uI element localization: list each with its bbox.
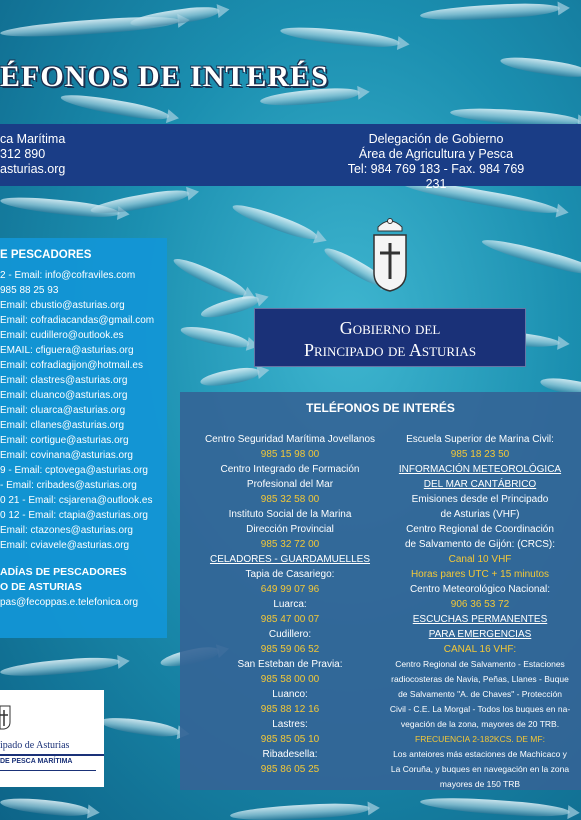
fish-shape — [230, 801, 371, 820]
cofradia-contact: Email: cllanes@asturias.org — [0, 420, 125, 431]
cofradia-contact: 0 12 - Email: ctapia@asturias.org — [0, 510, 148, 521]
contact-label: Dirección Provincial — [246, 524, 334, 535]
phone-number: 985 32 58 00 — [260, 494, 320, 505]
contact-label: Civil - C.E. La Morgal - Todos los buques en na- — [389, 704, 571, 714]
phone-number: 985 18 23 50 — [450, 449, 510, 460]
phone-number: CANAL 16 VHF: — [443, 644, 517, 655]
section-heading: DEL MAR CANTÁBRICO — [423, 479, 537, 490]
panel-left-column — [180, 432, 400, 777]
fish-shape — [420, 1, 561, 22]
contact-label: Ribadesella: — [262, 749, 318, 760]
cofradia-contact: Email: cluarca@asturias.org — [0, 405, 126, 416]
federation-line: ADÍAS DE PESCADORES — [0, 566, 127, 578]
contact-label: La Coruña, y buques en navegación en la zona — [390, 764, 570, 774]
cofradia-contact: Email: cviavele@asturias.org — [0, 540, 130, 551]
contact-label: Centro Regional de Coordinación — [406, 524, 554, 535]
band-left-line: 312 890 — [0, 147, 46, 161]
panel-right-column — [380, 432, 580, 792]
fish-shape — [179, 323, 250, 351]
phone-number: 985 32 72 00 — [260, 539, 320, 550]
contact-label: San Esteban de Pravia: — [237, 659, 343, 670]
phone-number: Horas pares UTC + 15 minutos — [410, 569, 550, 580]
gov-line: Principado de Asturias — [303, 340, 477, 360]
cofradia-contact: Email: cbustio@asturias.org — [0, 300, 125, 311]
phone-number: 985 59 06 52 — [260, 644, 320, 655]
contact-label: Profesional del Mar — [246, 479, 334, 490]
section-heading: CELADORES - GUARDAMUELLES — [209, 554, 371, 565]
cofradia-contact: 9 - Email: cptovega@asturias.org — [0, 465, 148, 476]
phone-number: 985 85 05 10 — [260, 734, 320, 745]
logo-name: ipado de Asturias — [0, 740, 104, 756]
cofradias-title: E PESCADORES — [0, 249, 92, 261]
band-right-line: Delegación de Gobierno — [368, 132, 504, 146]
contact-label: Luarca: — [273, 599, 307, 610]
fish-shape — [99, 715, 180, 740]
contact-label: Instituto Social de la Marina — [228, 509, 352, 520]
cofradia-contact: 0 21 - Email: csjarena@outlook.es — [0, 495, 153, 506]
fish-shape — [171, 254, 249, 300]
contact-label: Centro Seguridad Marítima Jovellanos — [204, 434, 376, 445]
cofradia-contact: Email: cluanco@asturias.org — [0, 390, 128, 401]
section-heading: ESCUCHAS PERMANENTES — [412, 614, 548, 625]
cofradia-contact: EMAIL: cfiguera@asturias.org — [0, 345, 134, 356]
band-right-contact — [340, 132, 532, 192]
fish-shape — [60, 91, 171, 124]
contact-label: radiocosteras de Navia, Peñas, Llanes - Buque — [391, 674, 569, 684]
cofradia-contact: Email: covinana@asturias.org — [0, 450, 133, 461]
band-left-contact — [0, 132, 65, 177]
contact-band — [0, 124, 581, 191]
fish-shape — [0, 655, 120, 679]
cofradia-contact: 2 - Email: info@cofraviles.com — [0, 270, 136, 281]
asturias-shield-icon — [368, 213, 412, 293]
logo-divider — [0, 770, 96, 771]
contact-label: de Salvamento de Gijón: (CRCS): — [404, 539, 556, 550]
contact-label: Tapia de Casariego: — [245, 569, 335, 580]
page-title: ÉFONOS DE INTERÉS — [0, 60, 329, 93]
section-heading: PARA EMERGENCIAS — [428, 629, 532, 640]
gobierno-principado-logo — [254, 308, 526, 367]
contact-label: Luanco: — [272, 689, 308, 700]
cofradia-contact: - Email: cribades@asturias.org — [0, 480, 137, 491]
federation-line: O DE ASTURIAS — [0, 581, 82, 593]
cofradia-contact: Email: cudillero@outlook.es — [0, 330, 124, 341]
gov-line: Gobierno del — [339, 318, 441, 338]
fish-shape — [230, 200, 319, 244]
band-left-line: ca Marítima — [0, 132, 66, 146]
phone-number: 985 86 05 25 — [260, 764, 320, 775]
fish-shape — [199, 292, 261, 321]
phone-number: 906 36 53 72 — [450, 599, 510, 610]
contact-label: mayores de 150 TRB — [439, 779, 521, 789]
phone-number: 985 15 98 00 — [260, 449, 320, 460]
cofradia-contact: Email: ctazones@asturias.org — [0, 525, 133, 536]
band-right-line: Área de Agricultura y Pesca — [358, 147, 514, 161]
contact-label: de Asturias (VHF) — [440, 509, 520, 520]
contact-label: Centro Integrado de Formación — [220, 464, 360, 475]
fish-shape — [199, 365, 261, 389]
phone-number: 985 58 00 00 — [260, 674, 320, 685]
phone-number: 985 47 00 07 — [260, 614, 320, 625]
contact-label: Escuela Superior de Marina Civil: — [406, 434, 554, 445]
contact-label: Lastres: — [272, 719, 308, 730]
cofradia-contact: 985 88 25 93 — [0, 285, 59, 296]
fish-shape — [420, 795, 571, 819]
cofradias-list — [0, 268, 167, 553]
principado-logo-box — [0, 690, 104, 787]
federation-name — [0, 565, 167, 595]
phone-number: Canal 10 VHF — [448, 554, 512, 565]
fish-shape — [499, 54, 581, 80]
telefonos-panel — [180, 392, 581, 790]
band-right-line: Tel: 984 769 183 - Fax. 984 769 231 — [347, 162, 525, 191]
cofradia-contact: Email: cofradiacandas@gmail.com — [0, 315, 155, 326]
federation-email: pas@fecoppas.e.telefonica.org — [0, 597, 139, 608]
phone-number: FRECUENCIA 2-182KCS. DE MF: — [415, 734, 545, 744]
cofradias-box — [0, 238, 167, 638]
contact-label: Cudillero: — [268, 629, 312, 640]
asturias-emblem-icon — [0, 700, 16, 730]
cofradia-contact: Email: clastres@asturias.org — [0, 375, 128, 386]
contact-label: Centro Regional de Salvamento - Estaciones — [395, 659, 565, 669]
contact-label: Centro Meteorológico Nacional: — [409, 584, 551, 595]
band-left-line: asturias.org — [0, 162, 66, 176]
phone-number: 649 99 07 96 — [260, 584, 320, 595]
contact-label: Los anteiores más estaciones de Machicaco y — [393, 749, 567, 759]
logo-subtitle: DE PESCA MARÍTIMA — [0, 758, 73, 765]
cofradia-contact: Email: cortigue@asturias.org — [0, 435, 129, 446]
phone-number: 985 88 12 16 — [260, 704, 320, 715]
fish-shape — [90, 186, 191, 217]
cofradia-contact: Email: cofradiagijon@hotmail.es — [0, 360, 143, 371]
panel-title: TELÉFONOS DE INTERÉS — [306, 401, 455, 415]
fish-shape — [129, 4, 220, 30]
contact-label: Emisiones desde el Principado — [411, 494, 549, 505]
section-heading: INFORMACIÓN METEOROLÓGICA — [398, 464, 562, 475]
contact-label: vegación de la zona, mayores de 20 TRB. — [400, 719, 560, 729]
fish-shape — [280, 24, 401, 50]
contact-label: de Salvamento "A. de Chaves" - Protección — [398, 689, 562, 699]
fish-shape — [480, 235, 581, 280]
fish-shape — [0, 795, 90, 818]
